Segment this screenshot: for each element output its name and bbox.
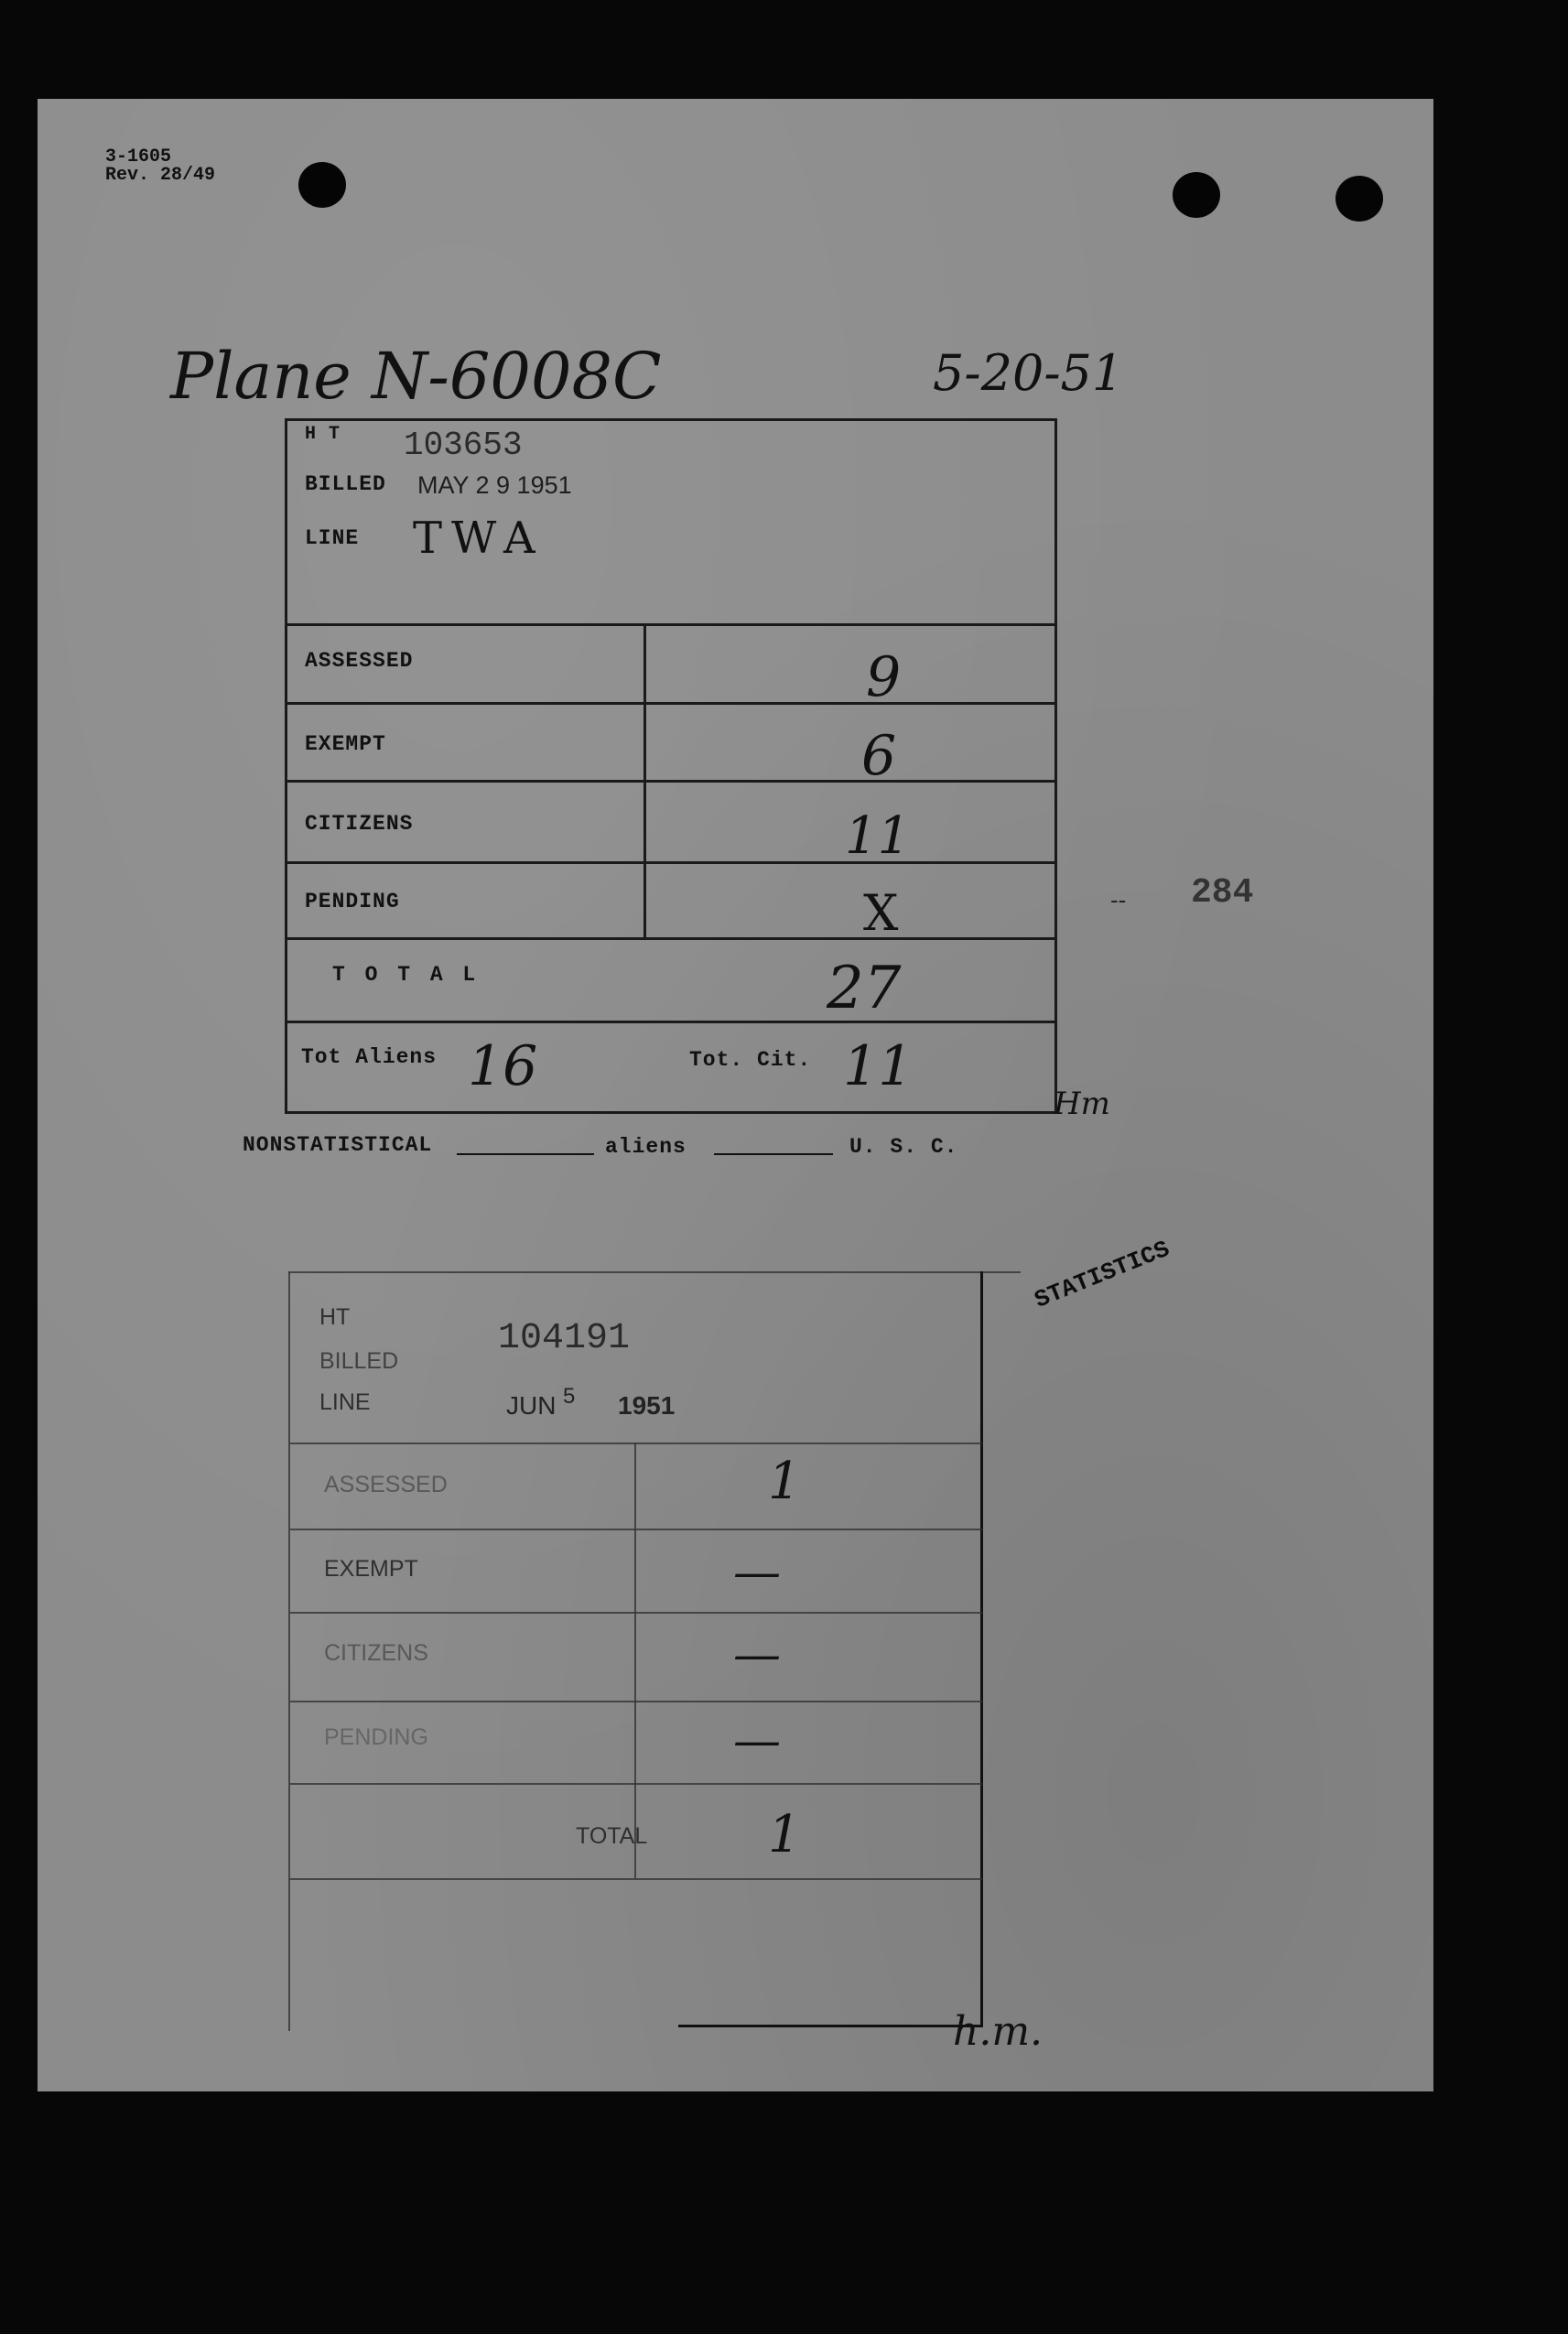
form-code <box>105 148 215 185</box>
handwritten-date: 5-20-51 <box>933 344 1124 402</box>
pending-value: X <box>863 884 899 942</box>
tot-aliens-value: 16 <box>468 1034 538 1098</box>
usc-label: U. S. C. <box>849 1135 958 1159</box>
total-label: T O T A L <box>332 963 480 987</box>
column-divider <box>643 623 646 937</box>
divider <box>290 1529 982 1530</box>
card2-top <box>288 1271 1021 1273</box>
card2-pending-label: PENDING <box>324 1724 428 1750</box>
divider <box>290 1701 982 1702</box>
exempt-value: 6 <box>861 724 897 788</box>
card2-total-label: TOTAL <box>576 1823 648 1849</box>
divider <box>285 623 1054 626</box>
card2-bottom <box>678 2025 983 2027</box>
plane-number: Plane N-6008C <box>170 339 662 414</box>
divider <box>290 1612 982 1614</box>
divider <box>285 702 1054 705</box>
divider <box>290 1443 982 1444</box>
card2-exempt-label: EXEMPT <box>324 1556 418 1582</box>
divider <box>290 1783 982 1785</box>
billed-label: BILLED <box>305 472 386 496</box>
assessed-label: ASSESSED <box>305 649 414 673</box>
ht-label: H T <box>305 424 341 445</box>
side-dash: -- <box>1110 886 1127 913</box>
punch-hole-right <box>1336 176 1383 222</box>
side-number: 284 <box>1191 873 1254 913</box>
card2-ht-label: HT <box>319 1304 351 1330</box>
assessed-value: 9 <box>866 645 902 709</box>
card2-citizens-value: — <box>733 1627 781 1682</box>
card2-assessed-label: ASSESSED <box>324 1472 448 1497</box>
form-code-line2: Rev. 28/49 <box>105 165 216 186</box>
card2-date-month: JUN <box>506 1391 557 1420</box>
billed-date: MAY 2 9 1951 <box>417 471 572 499</box>
card2-billed-label: BILLED <box>319 1348 399 1374</box>
card2-right <box>980 1271 983 2026</box>
card2-left <box>288 1271 290 2031</box>
column-divider <box>634 1443 636 1878</box>
nonstatistical-label: NONSTATISTICAL <box>243 1133 433 1157</box>
aliens-label: aliens <box>605 1135 687 1159</box>
citizens-value: 11 <box>845 806 911 866</box>
line-value: TWA <box>413 513 545 564</box>
card2-exempt-value: — <box>733 1545 781 1600</box>
citizens-label: CITIZENS <box>305 812 414 836</box>
tot-cit-value: 11 <box>843 1034 914 1098</box>
divider <box>285 937 1054 940</box>
document-page <box>38 99 1433 2091</box>
nonstatistical-blank <box>457 1153 594 1155</box>
card2-date-year: 1951 <box>618 1391 676 1420</box>
card2-initials: h.m. <box>953 2008 1044 2055</box>
divider <box>290 1878 982 1880</box>
form-code-line1: 3-1605 <box>105 146 172 167</box>
divider <box>285 780 1054 783</box>
card2-citizens-label: CITIZENS <box>324 1640 428 1666</box>
ht-number: 103653 <box>404 427 523 464</box>
card2-assessed-value: 1 <box>768 1452 801 1511</box>
card2-total-value: 1 <box>768 1805 801 1864</box>
exempt-label: EXEMPT <box>305 732 386 756</box>
total-value: 27 <box>827 955 902 1022</box>
card1-initials: Hm <box>1054 1086 1110 1122</box>
line-label: LINE <box>305 526 360 550</box>
statistics-stamp: STATISTICS <box>1031 1235 1173 1314</box>
card2-line-label: LINE <box>319 1389 371 1415</box>
card2-pending-value: — <box>733 1713 781 1768</box>
divider <box>285 861 1054 864</box>
card2-ht-number: 104191 <box>498 1318 631 1359</box>
punch-hole-left <box>298 162 346 208</box>
pending-label: PENDING <box>305 890 400 913</box>
punch-hole-middle <box>1173 172 1220 218</box>
card2-date-day: 5 <box>563 1384 576 1409</box>
tot-cit-label: Tot. Cit. <box>689 1048 812 1072</box>
aliens-blank <box>714 1153 833 1155</box>
divider <box>285 1021 1054 1023</box>
card-1 <box>285 418 1057 1114</box>
tot-aliens-label: Tot Aliens <box>301 1045 438 1069</box>
